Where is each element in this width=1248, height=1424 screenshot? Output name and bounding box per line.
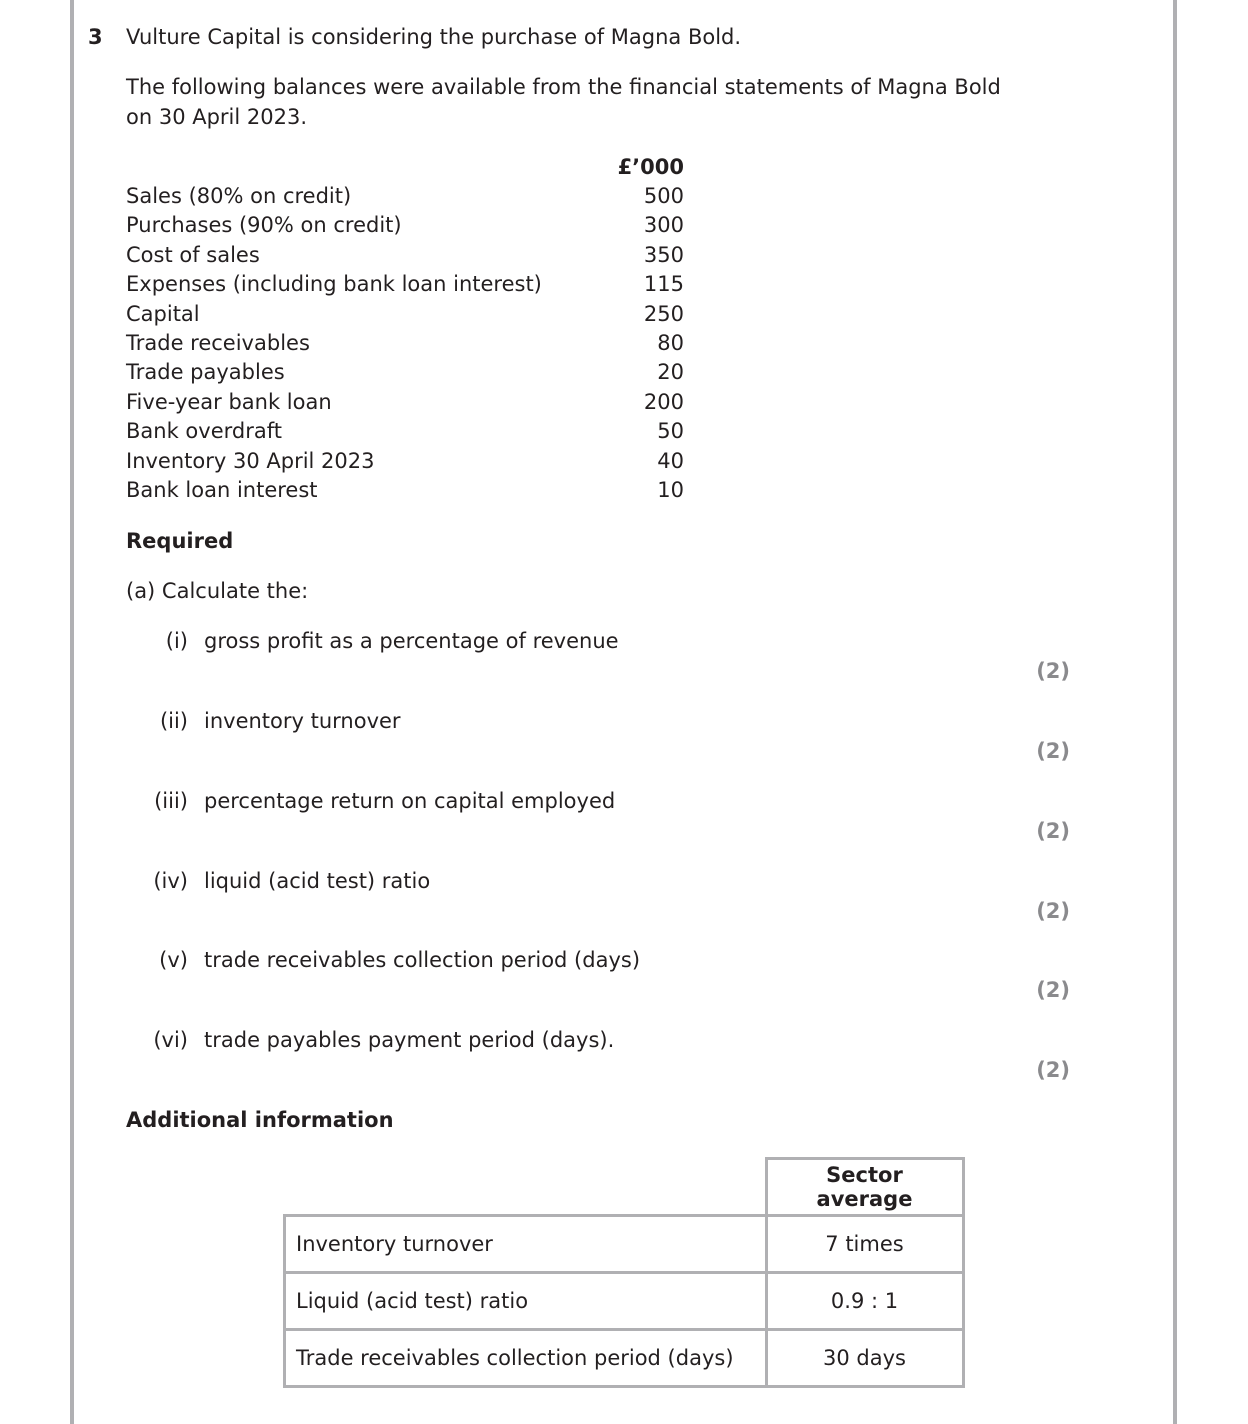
- balance-value: 250: [643, 301, 684, 326]
- sector-average-table: [283, 1157, 965, 1388]
- balance-label: Capital: [126, 301, 200, 326]
- balance-label: Inventory 30 April 2023: [126, 448, 375, 473]
- row-value: 0.9 : 1: [766, 1273, 963, 1330]
- balance-label: Bank overdraft: [126, 419, 282, 444]
- question-intro: Vulture Capital is considering the purchase of Magna Bold.: [126, 25, 742, 49]
- item-text: gross profit as a percentage of revenue: [204, 629, 619, 653]
- part-a-label: (a) Calculate the:: [126, 579, 309, 603]
- item-text: liquid (acid test) ratio: [204, 869, 431, 893]
- question-lead-1: The following balances were available from the financial statements of Magna Bold: [126, 75, 1001, 99]
- item-number: (v): [159, 948, 188, 972]
- required-heading: Required: [126, 529, 234, 553]
- balance-label: Cost of sales: [126, 242, 260, 267]
- row-label: Inventory turnover: [285, 1216, 767, 1273]
- row-value: 7 times: [766, 1216, 963, 1273]
- marks-label: (2): [1036, 978, 1070, 1002]
- marks-label: (2): [1036, 739, 1070, 763]
- balance-label: Trade payables: [126, 360, 285, 385]
- balance-label: Bank loan interest: [126, 478, 318, 502]
- row-label: Liquid (acid test) ratio: [285, 1273, 767, 1330]
- item-number: (ii): [159, 709, 188, 733]
- item-text: trade receivables collection period (days): [204, 948, 641, 972]
- item-text: trade payables payment period (days).: [204, 1028, 615, 1052]
- balance-label: Purchases (90% on credit): [126, 213, 402, 238]
- balance-label: Sales (80% on credit): [126, 184, 352, 208]
- balance-value: 500: [643, 184, 684, 208]
- additional-heading: Additional information: [126, 1108, 394, 1132]
- balance-label: Trade receivables: [126, 331, 310, 355]
- header-cell: Sector average: [766, 1159, 963, 1216]
- item-number: (iii): [154, 789, 188, 813]
- balance-label: Expenses (including bank loan interest): [126, 272, 542, 297]
- balance-value: 200: [643, 389, 684, 414]
- table-row: [285, 1216, 964, 1273]
- item-number: (iv): [153, 869, 188, 893]
- page-border-right: [1173, 0, 1177, 1424]
- item-number: (i): [165, 629, 188, 653]
- table-header-row: [285, 1159, 964, 1216]
- balance-value: 350: [643, 242, 684, 267]
- unit-header: £’000: [617, 155, 684, 179]
- table-row: [285, 1330, 964, 1387]
- question-number: 3: [88, 25, 103, 49]
- item-number: (vi): [153, 1028, 188, 1052]
- balance-value: 40: [657, 448, 684, 473]
- balance-label: Five-year bank loan: [126, 389, 332, 414]
- balance-value: 80: [657, 331, 684, 355]
- marks-label: (2): [1036, 819, 1070, 843]
- balance-value: 50: [657, 419, 684, 444]
- balance-value: 115: [643, 272, 684, 297]
- question-lead-2: on 30 April 2023.: [126, 105, 308, 129]
- table-row: [285, 1273, 964, 1330]
- marks-label: (2): [1036, 659, 1070, 683]
- balance-value: 10: [657, 478, 684, 502]
- balance-value: 20: [657, 360, 684, 385]
- row-value: 30 days: [766, 1330, 963, 1387]
- marks-label: (2): [1036, 899, 1070, 923]
- item-text: inventory turnover: [204, 709, 401, 733]
- item-text: percentage return on capital employed: [204, 789, 616, 813]
- marks-label: (2): [1036, 1058, 1070, 1082]
- balance-value: 300: [643, 213, 684, 238]
- empty-header-cell: [285, 1159, 767, 1216]
- page-border-left: [70, 0, 74, 1424]
- row-label: Trade receivables collection period (days): [285, 1330, 767, 1387]
